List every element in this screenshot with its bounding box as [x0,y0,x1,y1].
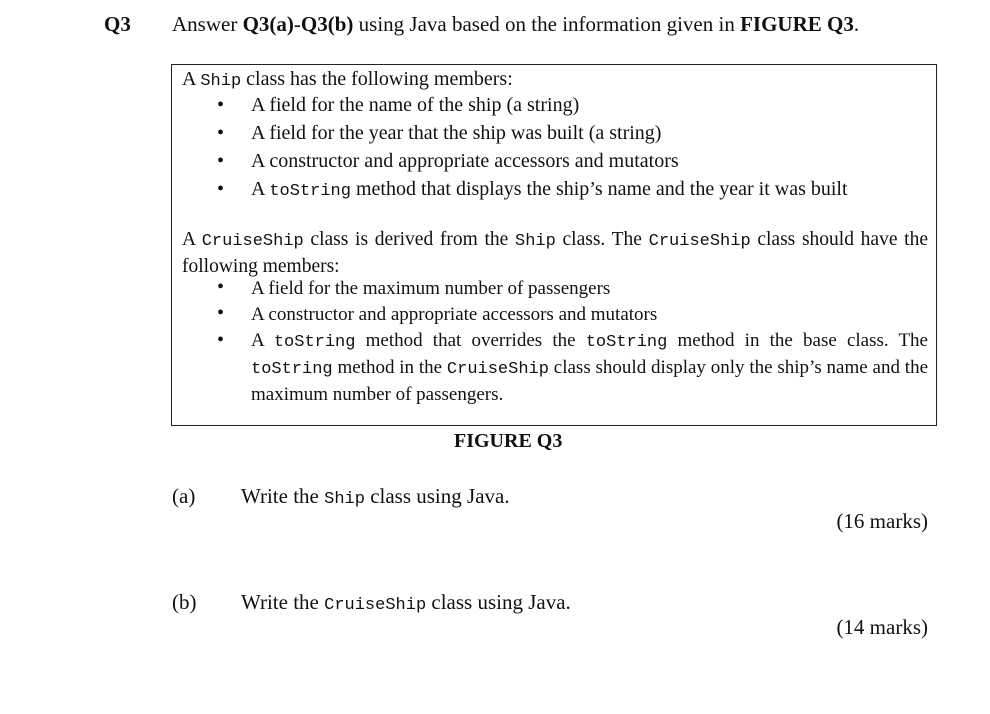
part-b-marks: (14 marks) [836,615,928,639]
cm3-t4: method in the [332,357,447,378]
cm3-t1: A [251,330,274,351]
ship-member-4-prefix: A [251,178,270,200]
part-b-label: (b) [172,590,197,614]
cm3-t2: method that overrides the [355,330,586,351]
ship-member-4-suffix: method that displays the ship’s name and the year it was built [350,178,848,200]
cruiseship-code: CruiseShip [324,596,427,615]
intro-prefix: Answer [172,12,243,36]
cruiseship-code: CruiseShip [648,232,751,251]
ship-member-text: A field for the year that the ship was built (a string) [251,122,662,144]
intro-mid: using Java based on the information given in [353,12,741,36]
cm3-t5: class should display only the ship’s name and the maximum number of passengers. [251,357,929,405]
part-b-text [241,590,571,615]
ship-member-text: A constructor and appropriate accessors and mutators [251,150,679,172]
ship-intro-suffix: class has the following members: [241,68,513,90]
intro-dash: - [293,12,301,36]
ship-intro-prefix: A [182,68,201,90]
ship-code: Ship [324,490,365,509]
ship-member-3 [172,150,938,176]
part-a-prefix: Write the [241,484,325,508]
bullet: • [217,94,225,116]
intro-end: . [853,12,860,36]
figure-q3-box [171,64,937,426]
cruise-intro-t1: A [182,229,202,250]
cruiseship-class-intro [182,227,928,279]
ship-member-text [251,178,848,201]
bullet: • [217,302,225,324]
tostring-code: toString [585,333,668,352]
intro-part-a: Q3(a) [242,12,294,36]
part-a-suffix: class using Java. [364,484,510,508]
tostring-code: toString [273,333,356,352]
figure-caption: FIGURE Q3 [454,430,563,452]
part-a-marks: (16 marks) [836,509,928,533]
ship-class-code: Ship [200,72,242,91]
cruise-intro-t3: class. The [555,229,649,250]
tostring-code: toString [269,182,351,201]
bullet: • [217,150,225,172]
part-b-suffix: class using Java. [426,590,571,614]
intro-part-b: Q3(b) [300,12,354,36]
bullet: • [217,122,225,144]
cruise-member-2: A constructor and appropriate accessors and mutators [251,304,658,325]
part-a-label: (a) [172,484,196,508]
question-intro [172,12,859,37]
ship-class-intro [182,68,513,91]
part-b-prefix: Write the [241,590,325,614]
cruiseship-code: CruiseShip [201,232,304,251]
ship-member-4 [172,178,938,204]
ship-member-1 [172,94,938,120]
part-a-text [241,484,510,509]
cruise-member-1: A field for the maximum number of passengers [251,278,611,299]
cruise-intro-t2: class is derived from the [303,229,515,250]
bullet: • [217,276,225,298]
ship-member-2 [172,122,938,148]
cruise-member-3 [251,328,928,407]
question-number: Q3 [104,12,131,36]
intro-figure-ref: FIGURE Q3 [740,12,854,36]
tostring-code: toString [251,360,333,379]
ship-code: Ship [515,232,556,251]
ship-member-text: A field for the name of the ship (a string) [251,94,580,116]
cm3-t3: method in the base class. The [667,330,928,351]
cruiseship-code: CruiseShip [446,360,549,379]
bullet: • [217,178,225,200]
bullet: • [217,329,225,351]
cruise-intro-t4: class should have the following members: [182,229,928,277]
